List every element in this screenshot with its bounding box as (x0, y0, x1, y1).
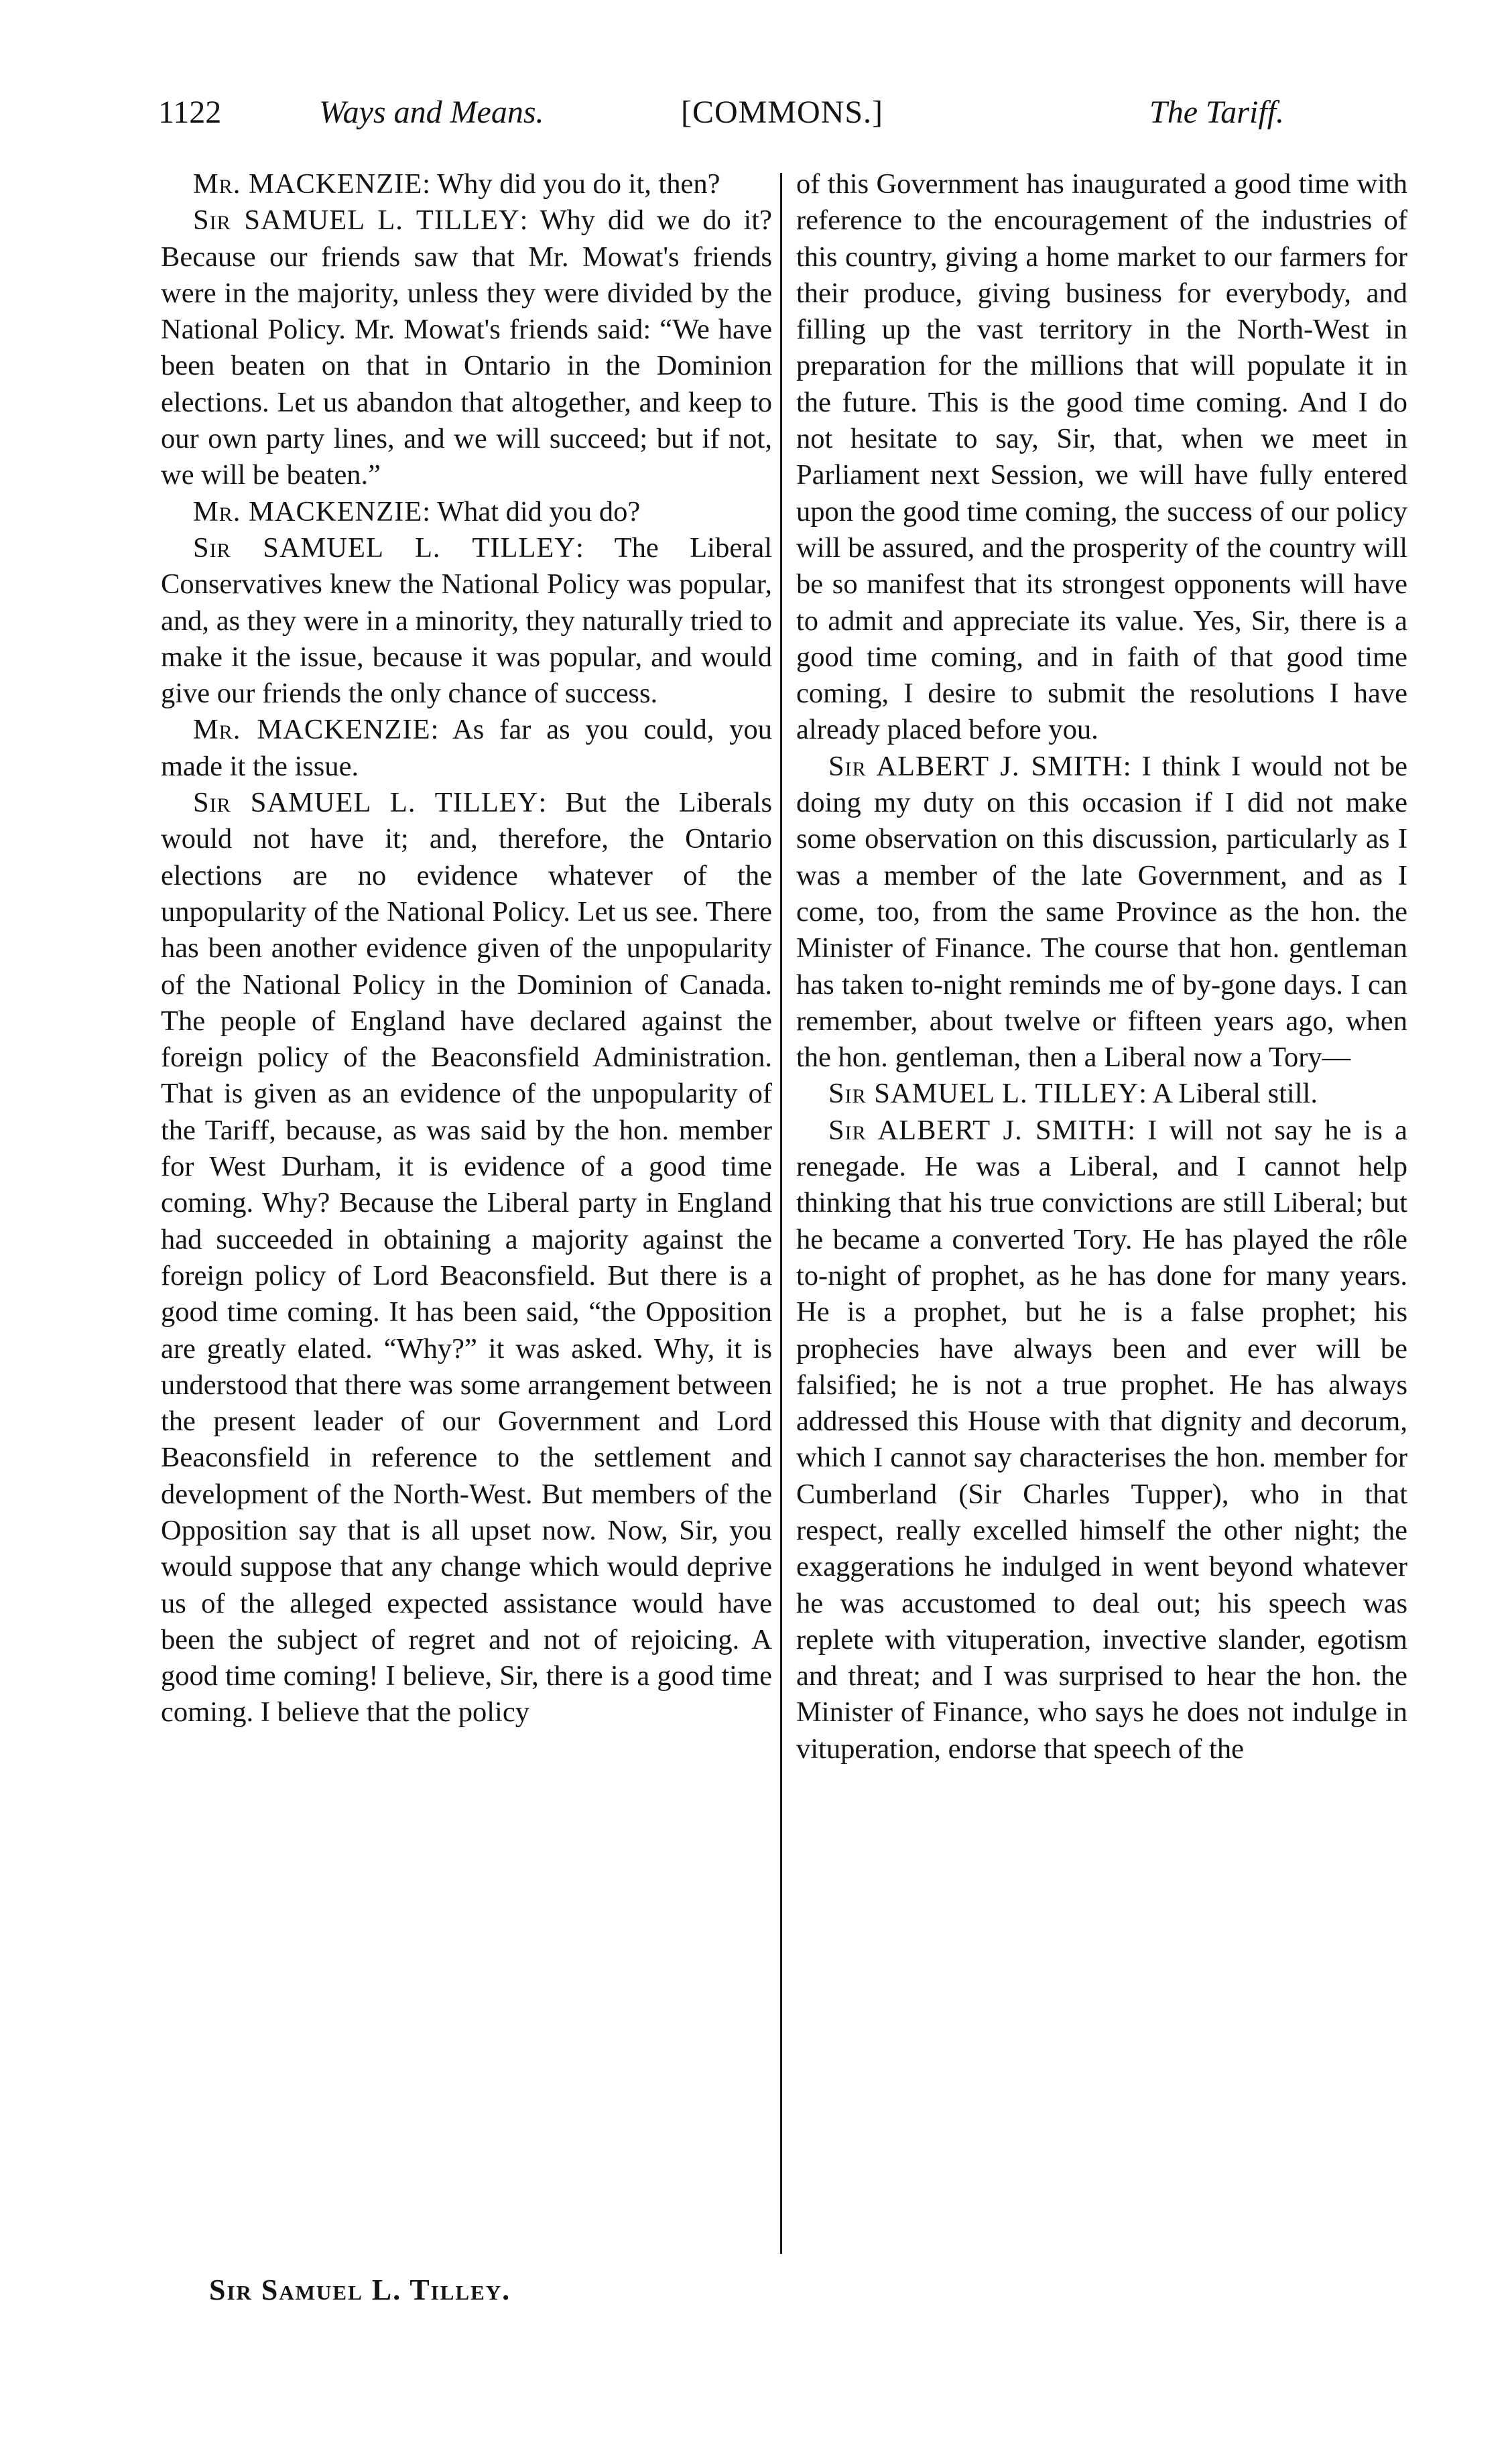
footer-catchword: Sir Samuel L. Tilley. (209, 2273, 511, 2306)
speech-paragraph (796, 1113, 1407, 1767)
speech-paragraph (161, 202, 772, 493)
speech-paragraph (161, 712, 772, 785)
speech-text: : Why did we do it? Because our friends saw that Mr. Mowat's friends were in the majority, unless they were divided by the National Policy. Mr. Mowat's friends said: “We have been beaten on that in Ontario in the Dominion elections. Let us abandon that altogether, and keep to our own party lines, and we will succeed; but if not, we will be beaten.” (161, 204, 772, 491)
speech-text: : What did you do? (422, 495, 641, 527)
topic-title: The Tariff. (1149, 95, 1284, 130)
speech-text: : But the Liberals would not have it; and, therefore, the Ontario elections are no evidence whatever of the unpopularity of the National Policy. Let us see. There has been another evidence given of the unpopularity of the National Policy in the Dominion of Canada. The people of England have declared against the foreign policy of the Beaconsfield Administration. That is given as an evidence of the unpopularity of the Tariff, because, as was said by the hon. member for West Durham, it is evidence of a good time coming. Why? Because the Liberal party in England had succeeded in obtaining a majority against the foreign policy of Lord Beaconsfield. But there is a good time coming. It has been said, “the Opposition are greatly elated. “Why?” it was asked. Why, it is understood that there was some arrangement between the present leader of our Government and Lord Beaconsfield in reference to the settlement and development of the North-West. But members of the Opposition say that is all upset now. Now, Sir, you would suppose that any change which would deprive us of the alleged expected assistance would have been the subject of regret and not of rejoicing. A good time coming! I believe, Sir, there is a good time coming. I believe that the policy (161, 787, 772, 1729)
chamber-title: [COMMONS.] (681, 95, 884, 130)
speaker-name: Sir SAMUEL L. TILLEY (193, 204, 520, 237)
speech-text: : I think I would not be doing my duty on this occasion if I did not make some observation on this discussion, particularly as I was a member of the late Government, and as I come, too, from the same Province as the hon. the Minister of Finance. The course that hon. gentleman has taken to-night reminds me of by-gone days. I can remember, about twelve or fifteen years ago, when the hon. gentleman, then a Liberal now a Tory— (796, 750, 1408, 1074)
speaker-name: Mr. MACKENZIE (193, 714, 431, 746)
speaker-name: Mr. MACKENZIE (193, 495, 423, 527)
speech-text: : I will not say he is a renegade. He was a Liberal, and I cannot help thinking that his true convictions are still Liberal; but he became a converted Tory. He has played the rôle to-night of prophet, as he has done for many years. He is a prophet, but he is a false prophet; his prophecies have always been and ever will be falsified; he is not a true prophet. He has always addressed this House with that dignity and decorum, which I cannot say characterises the hon. member for Cumberland (Sir Charles Tupper), who in that respect, really excelled himself the other night; the exaggerations he indulged in went beyond whatever he was accustomed to deal out; his speech was replete with vituperation, invective slander, egotism and threat; and I was surprised to hear the hon. the Minister of Finance, who says he does not indulge in vituperation, endorse that speech of the (796, 1114, 1407, 1765)
section-title: Ways and Means. (319, 95, 544, 130)
column-divider (780, 173, 782, 2254)
speech-paragraph (161, 785, 772, 1731)
speech-paragraph (161, 494, 772, 530)
running-head (158, 86, 1284, 139)
page-number: 1122 (158, 95, 222, 130)
speaker-name: Sir ALBERT J. SMITH (828, 750, 1123, 782)
speech-text: : As far as you could, you made it the issue. (161, 714, 772, 782)
speech-text: : A Liberal still. (1139, 1078, 1318, 1110)
speaker-name: Sir SAMUEL L. TILLEY (193, 787, 539, 819)
right-column (796, 166, 1407, 1767)
speech-paragraph (796, 749, 1407, 1076)
left-column (161, 166, 772, 1731)
speech-text: : Why did you do it, then? (422, 168, 720, 200)
speech-text: : The Liberal Conservatives knew the National Policy was popular, and, as they were in a minority, they naturally tried to make it the issue, because it was popular, and would give our friends the only chance of success. (161, 531, 773, 710)
speech-paragraph (796, 166, 1407, 749)
speech-paragraph (796, 1076, 1407, 1112)
speech-paragraph (161, 166, 772, 202)
speaker-name: Sir ALBERT J. SMITH (828, 1114, 1128, 1146)
speech-paragraph (161, 530, 772, 712)
speaker-name: Sir SAMUEL L. TILLEY (193, 531, 576, 564)
speaker-name: Mr. MACKENZIE (193, 168, 423, 200)
speech-text: of this Government has inaugurated a good time with reference to the encouragement of the industries of this country, giving a home market to our farmers for their produce, giving business for everybody, and filling up the vast territory in the North-West in preparation for the millions that will populate it in the future. This is the good time coming. And I do not hesitate to say, Sir, that, when we meet in Parliament next Session, we will have fully entered upon the good time coming, the success of our policy will be assured, and the prosperity of the country will be so manifest that its strongest opponents will have to admit and appreciate its value. Yes, Sir, there is a good time coming, and in faith of that good time coming, I desire to submit the resolutions I have already placed before you. (796, 168, 1407, 746)
speaker-name: Sir SAMUEL L. TILLEY (828, 1078, 1139, 1110)
